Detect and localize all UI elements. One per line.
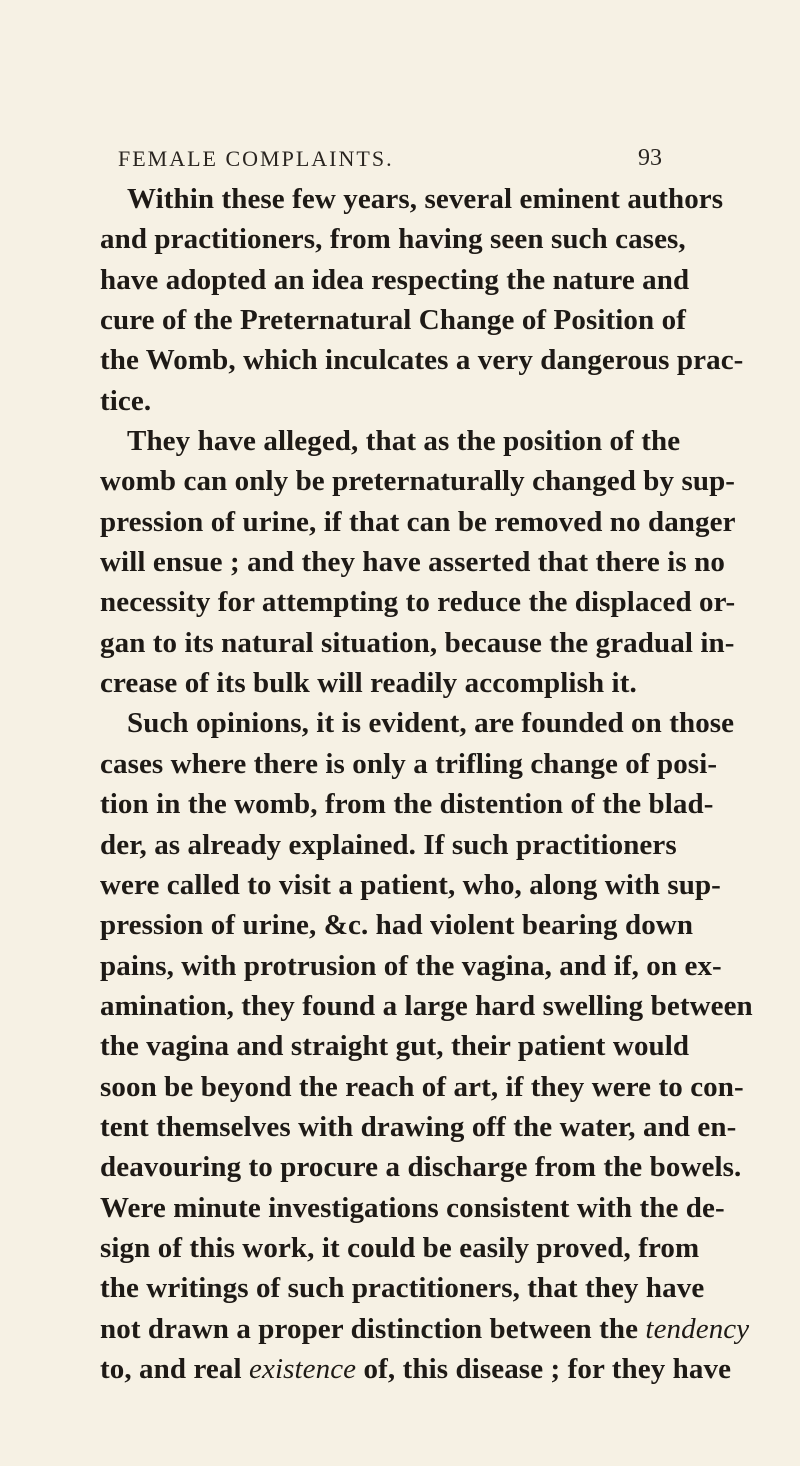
text-line: Such opinions, it is evident, are founded on those [127,707,735,740]
text-line: They have alleged, that as the position of the [127,425,681,458]
page-number: 93 [638,145,662,171]
running-head [0,146,800,176]
italic-word: existence [249,1352,357,1385]
running-title: FEMALE COMPLAINTS. [118,146,394,171]
text-line: Within these few years, several eminent authors [127,183,724,215]
text-segment: of, this disease ; for they have [363,1352,732,1385]
book-page: FEMALE COMPLAINTS. 93 Within these few years, several eminent authors and practitioners, from having seen such cases, have adopted an idea respecting the nature and cure of the Preternatural Change of Position of the Womb, which inculcates a very dangerous prac- tice. They have alleged, that as the position of the womb can only be preternaturally changed by sup- pression of urine, if that can be removed no danger will ensue ; and they have asserted that there is no necessity for attempting to reduce the displaced or- gan to its natural situation, because the gradual in- crease of its bulk will readily accomplish it. Such opinions, it is evident, are founded on those cases where there is only a trifling change of posi- tion in the womb, from the distention of the blad- der, as already explained. If such practitioners were called to visit a patient, who, along with sup- pression of urine, &c. had violent bearing down pains, with protrusion of the vagina, and if, on ex- amination, they found a large hard swelling between the vagina and straight gut, their patient would soon be beyond the reach of art, if they were to con- tent themselves with drawing off the water, and en- deavouring to procure a discharge from the bowels. Were minute investigations consistent with the de- sign of this work, it could be easily proved, from the writings of such practitioners, that they have not drawn a proper distinction between the tendency to, and real existence of, this disease ; for they have [0,0,800,1466]
text-segment: not drawn a proper distinction between the [100,1312,639,1345]
text-segment: to, and real [100,1352,242,1385]
italic-word: tendency [645,1312,750,1345]
